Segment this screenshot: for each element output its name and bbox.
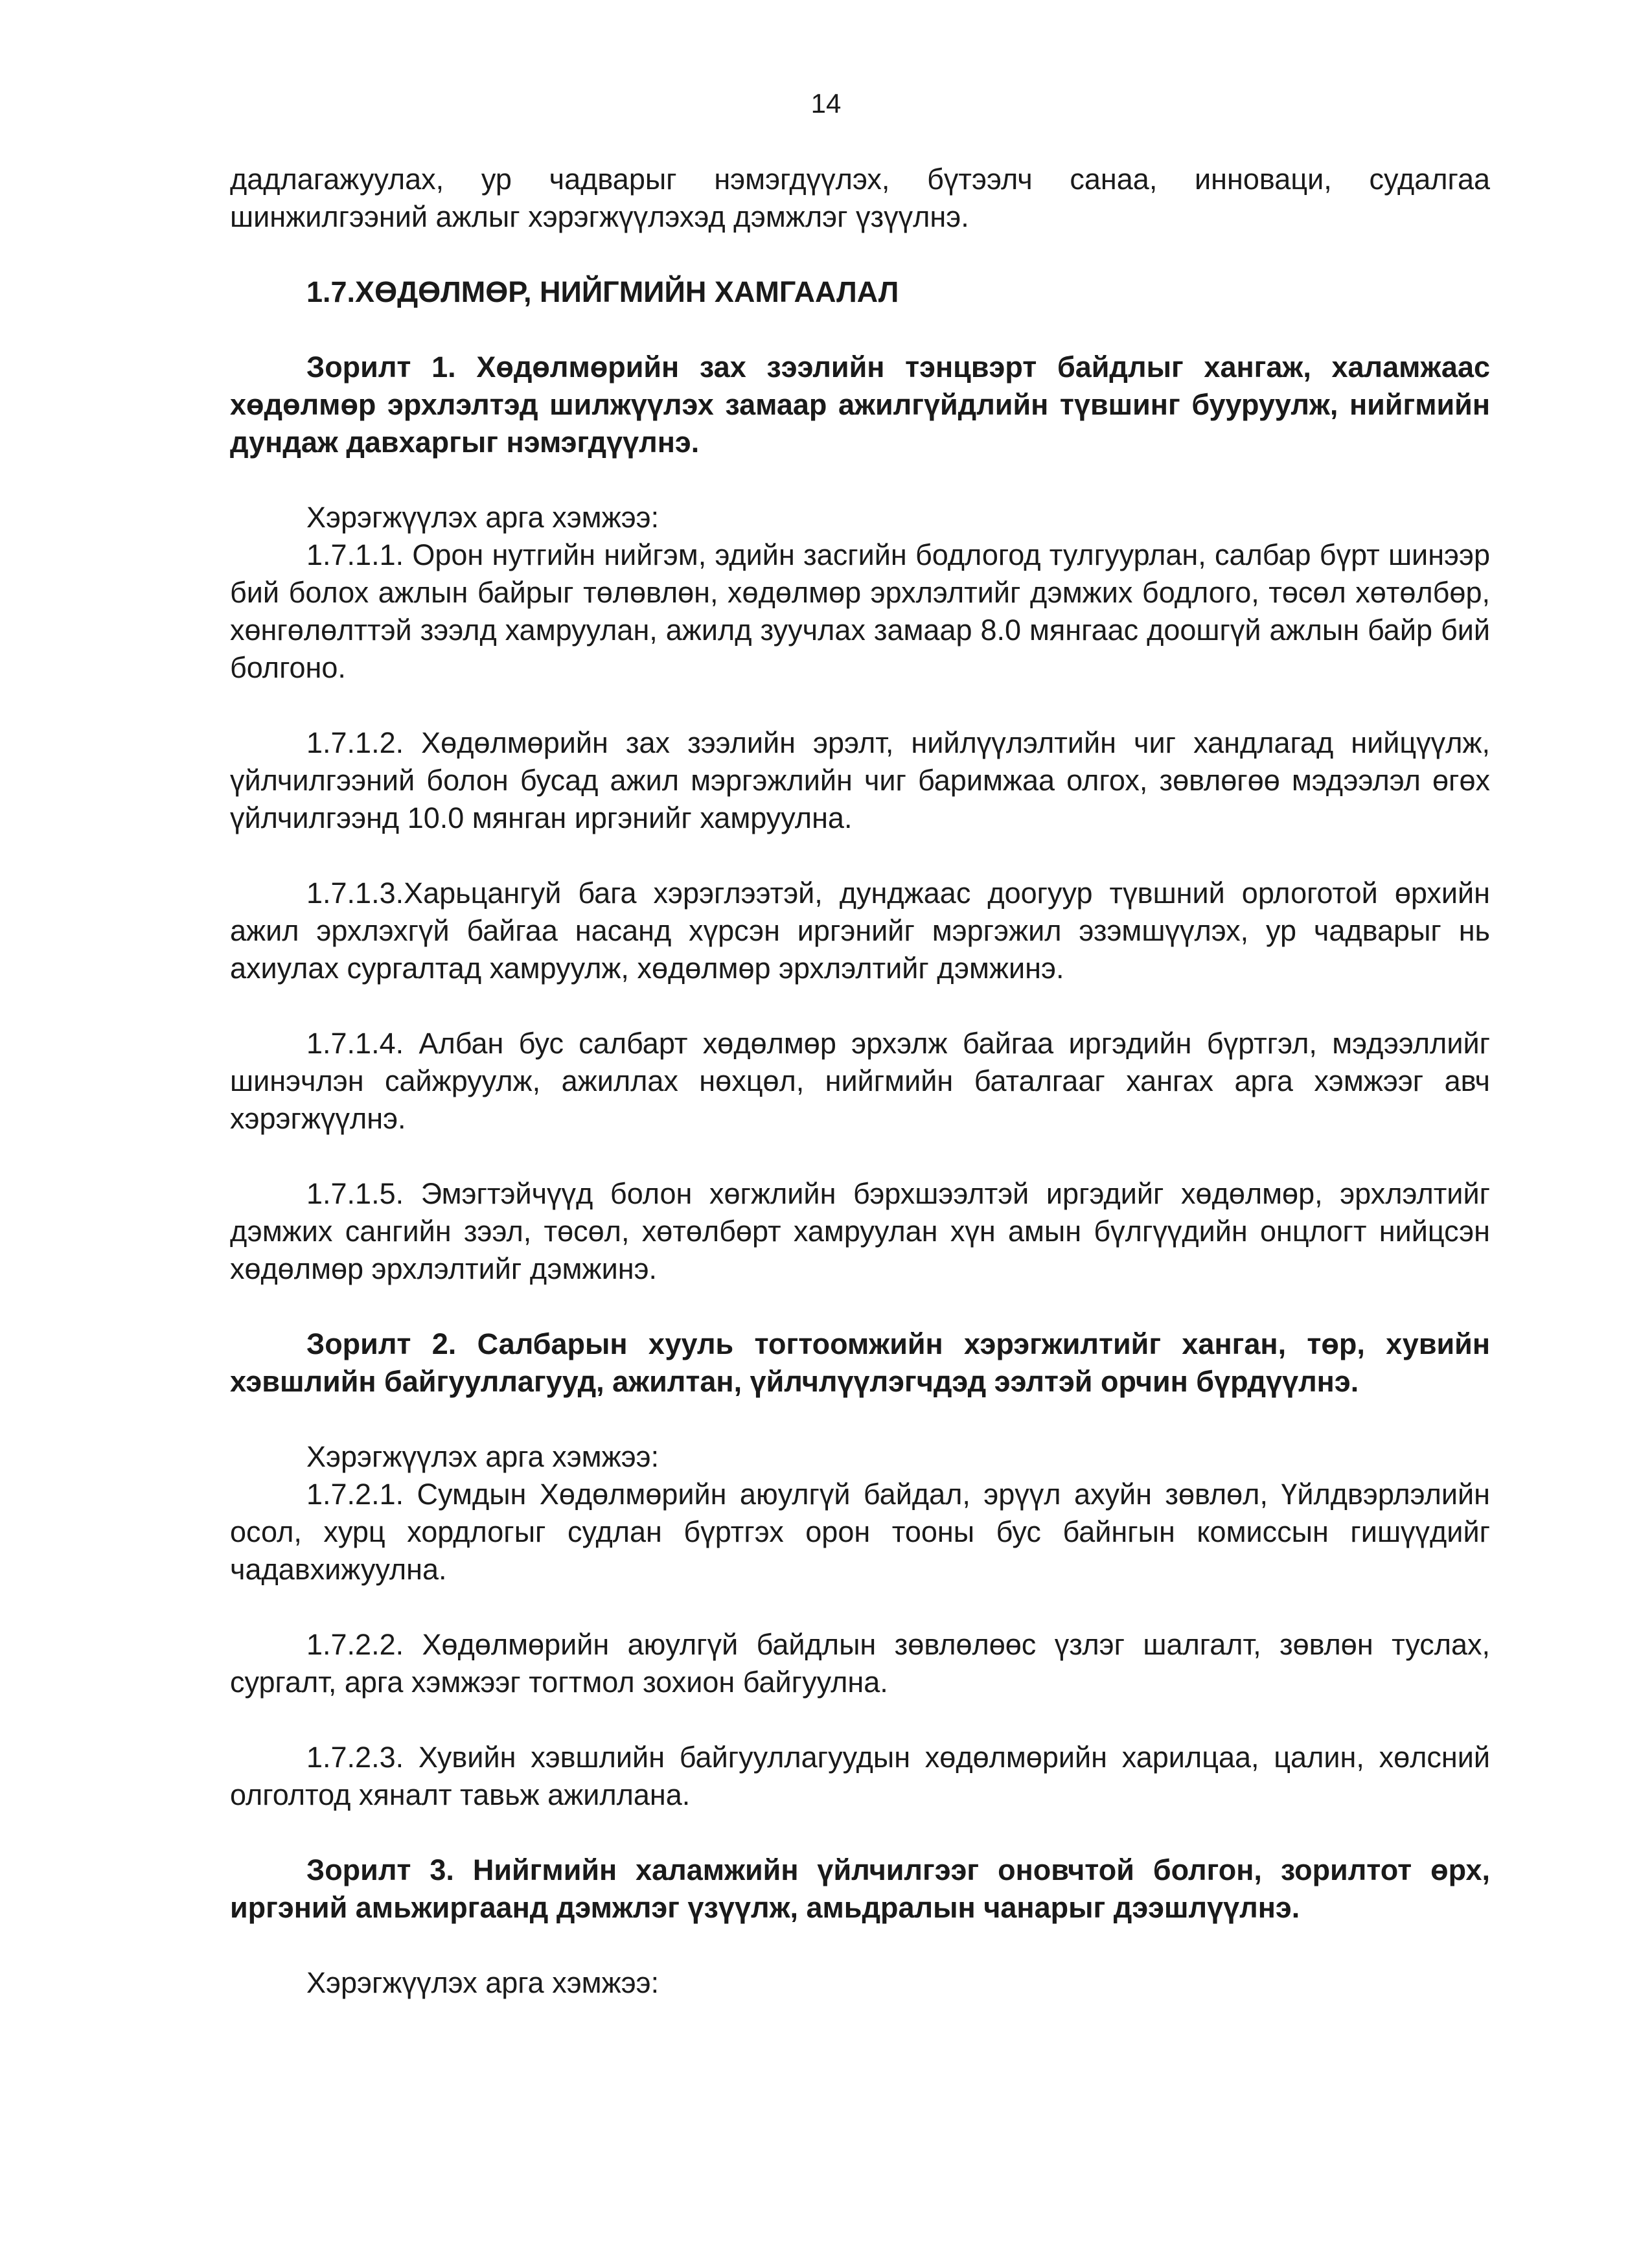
intro-paragraph: дадлагажуулах, ур чадварыг нэмэгдүүлэх, бүтээлч санаа, инноваци, судалгаа шинжилгээний ажлыг хэрэгжүүлэхэд дэмжлэг үзүүлнэ. — [230, 163, 1490, 233]
measure-1-7-1-3: 1.7.1.3.Харьцангуй бага хэрэглээтэй, дунджаас доогуур түвшний орлоготой өрхийн ажил эрхлэхгүй байгаа насанд хүрсэн иргэнийг мэргэжил эзэмшүүлэх, ур чадварыг нь ахиулах сургалтад хамруулж, хөдөлмөр эрхлэлтийг дэмжинэ. — [230, 876, 1490, 985]
goal-1-title: Зорилт 1. Хөдөлмөрийн зах зээлийн тэнцвэрт байдлыг хангаж, халамжаас хөдөлмөр эрхлэлтэд шилжүүлэх замаар ажилгүйдлийн түвшинг бууруулж, нийгмийн дундаж давхаргыг нэмэгдүүлнэ. — [230, 350, 1490, 459]
goal-3-measures-label: Хэрэгжүүлэх арга хэмжээ: — [306, 1966, 660, 1999]
measure-1-7-1-2: 1.7.1.2. Хөдөлмөрийн зах зээлийн эрэлт, нийлүүлэлтийн чиг хандлагад нийцүүлж, үйлчилгээний болон бусад ажил мэргэжлийн чиг баримжаа олгох, зөвлөгөө мэдээлэл өгөх үйлчилгээнд 10.0 мянган иргэнийг хамруулна. — [230, 726, 1490, 834]
goal-1-measures-label: Хэрэгжүүлэх арга хэмжээ: — [306, 501, 660, 534]
section-heading: 1.7.ХӨДӨЛМӨР, НИЙГМИЙН ХАМГААЛАЛ — [306, 275, 899, 308]
measure-1-7-1-1: 1.7.1.1. Орон нутгийн нийгэм, эдийн засгийн бодлогод тулгуурлан, салбар бүрт шинээр бий болох ажлын байрыг төлөвлөн, хөдөлмөр эрхлэлтийг дэмжих бодлого, төсөл хөтөлбөр, хөнгөлөлттэй зээлд хамруулан, ажилд зуучлах замаар 8.0 мянгаас доошгүй ажлын байр бий болгоно. — [230, 538, 1490, 684]
goal-2-measures-label: Хэрэгжүүлэх арга хэмжээ: — [306, 1440, 660, 1473]
measure-1-7-2-1: 1.7.2.1. Сумдын Хөдөлмөрийн аюулгүй байдал, эрүүл ахуйн зөвлөл, Үйлдвэрлэлийн осол, хурц хордлогыг судлан бүртгэх орон тооны бус байнгын комиссын гишүүдийг чадавхижуулна. — [230, 1478, 1490, 1586]
goal-3-title: Зорилт 3. Нийгмийн халамжийн үйлчилгээг оновчтой болгон, зорилтот өрх, иргэний амьжиргаанд дэмжлэг үзүүлж, амьдралын чанарыг дээшлүүлнэ. — [230, 1853, 1490, 1924]
page-number: 14 — [810, 88, 842, 119]
measure-1-7-1-5: 1.7.1.5. Эмэгтэйчүүд болон хөгжлийн бэрхшээлтэй иргэдийг хөдөлмөр, эрхлэлтийг дэмжих сангийн зээл, төсөл, хөтөлбөрт хамруулан хүн амын бүлгүүдийн онцлогт нийцсэн хөдөлмөр эрхлэлтийг дэмжинэ. — [230, 1177, 1490, 1285]
measure-1-7-2-3: 1.7.2.3. Хувийн хэвшлийн байгууллагуудын хөдөлмөрийн харилцаа, цалин, хөлсний олголтод хяналт тавьж ажиллана. — [230, 1741, 1490, 1811]
document-body — [230, 161, 1490, 2002]
measure-1-7-2-2: 1.7.2.2. Хөдөлмөрийн аюулгүй байдлын зөвлөлөөс үзлэг шалгалт, зөвлөн туслах, сургалт, арга хэмжээг тогтмол зохион байгуулна. — [230, 1628, 1490, 1699]
goal-2-title: Зорилт 2. Салбарын хууль тогтоомжийн хэрэгжилтийг ханган, төр, хувийн хэвшлийн байгууллагууд, ажилтан, үйлчлүүлэгчдэд ээлтэй орчин бүрдүүлнэ. — [230, 1327, 1490, 1398]
measure-1-7-1-4: 1.7.1.4. Албан бус салбарт хөдөлмөр эрхэлж байгаа иргэдийн бүртгэл, мэдээллийг шинэчлэн сайжруулж, ажиллах нөхцөл, нийгмийн баталгааг хангах арга хэмжээг авч хэрэгжүүлнэ. — [230, 1027, 1490, 1135]
